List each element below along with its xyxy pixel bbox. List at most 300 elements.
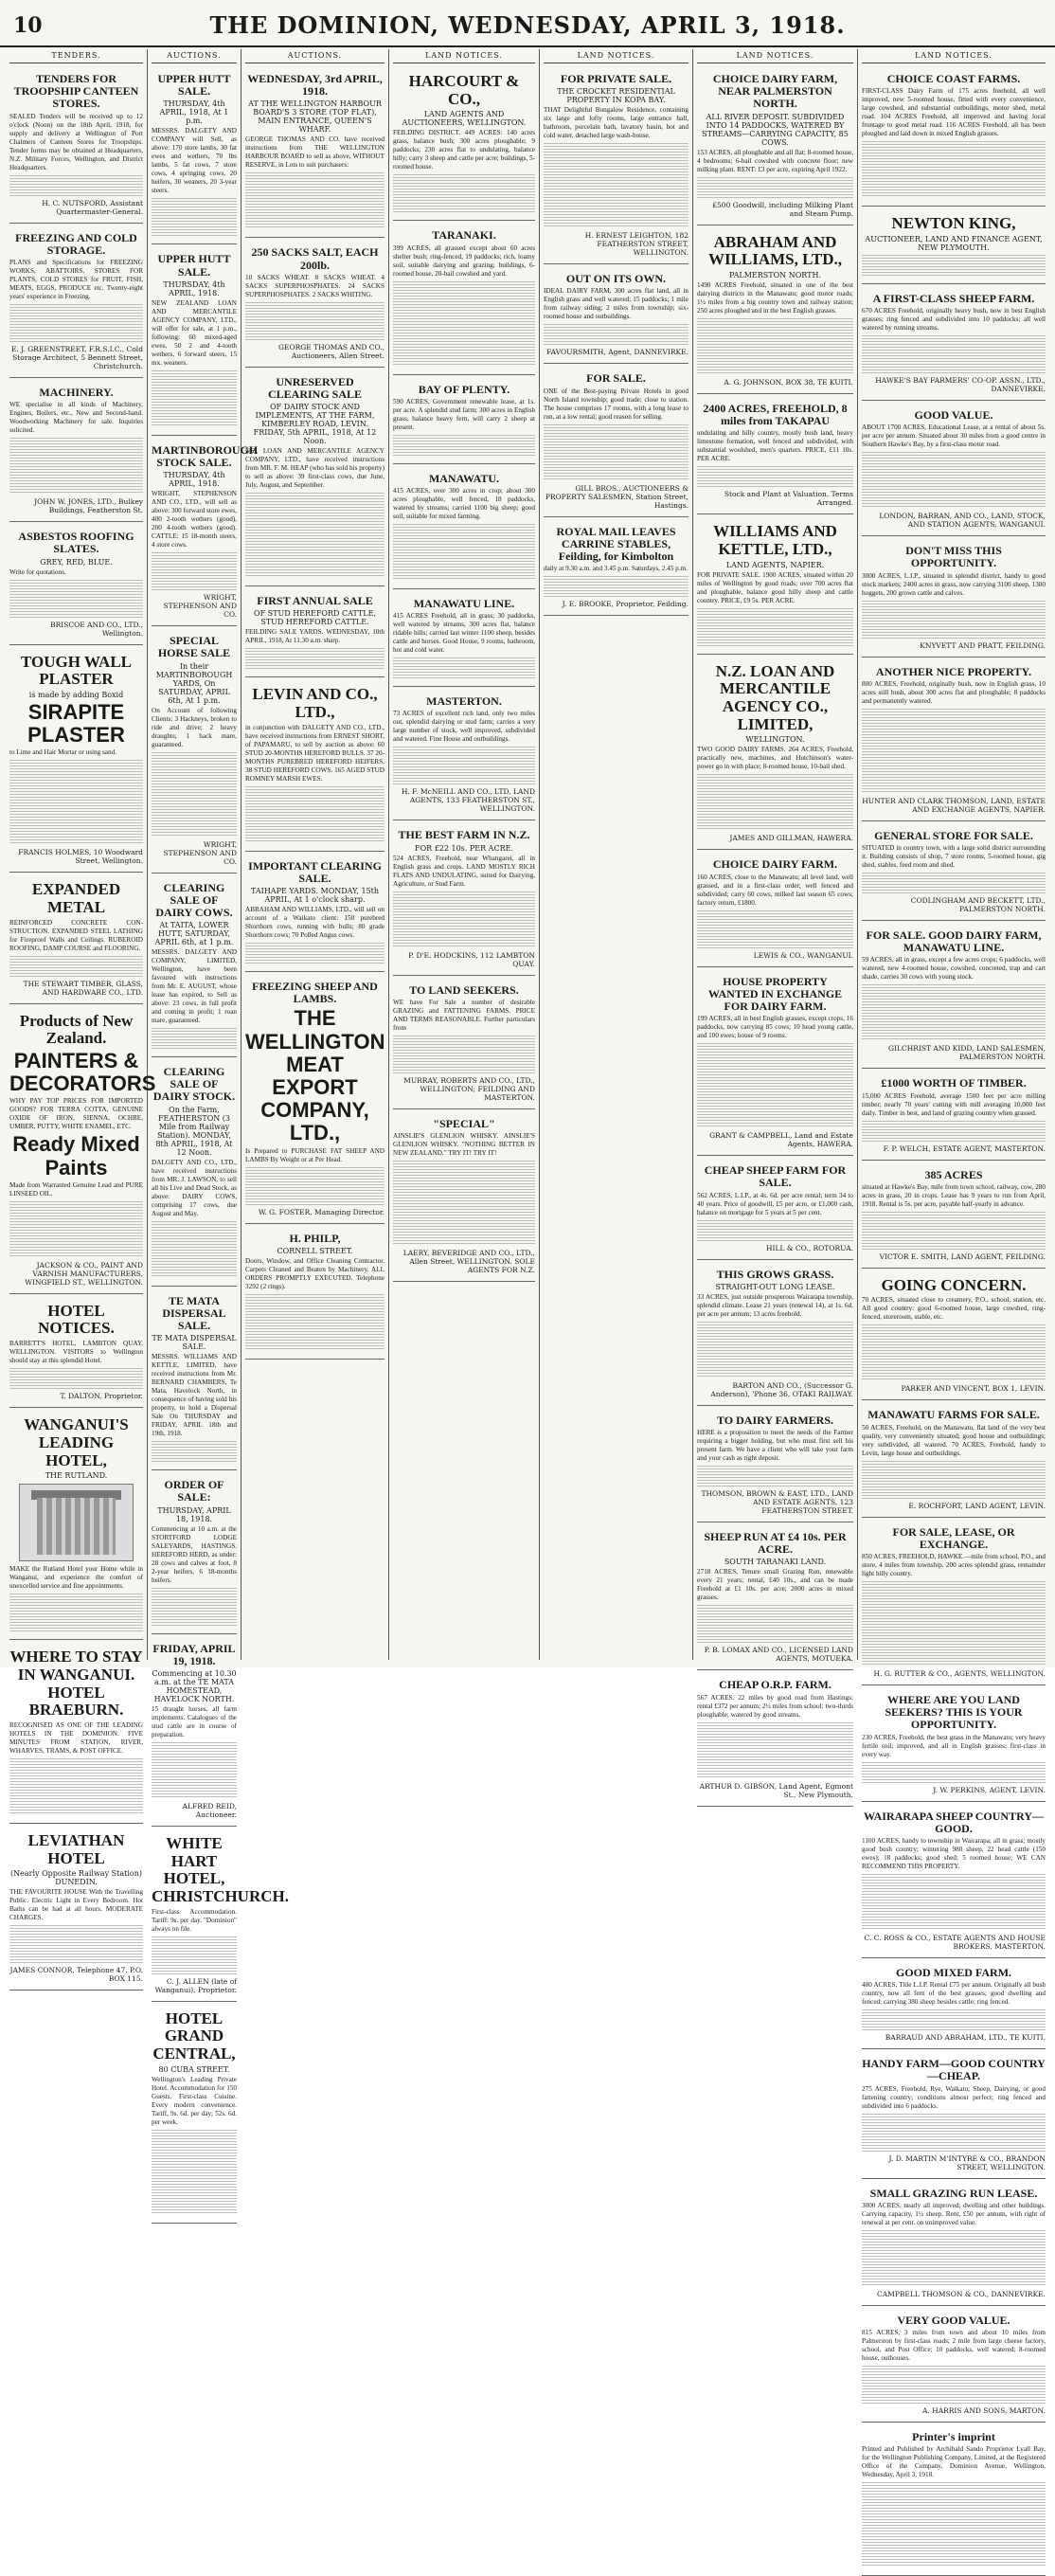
advertisement bbox=[393, 467, 535, 589]
ad-title: ABRAHAM AND WILLIAMS, LTD., bbox=[707, 232, 843, 269]
small-print-lines bbox=[152, 552, 237, 590]
advertisement bbox=[862, 67, 1046, 207]
small-print-lines bbox=[862, 709, 1046, 794]
ad-title: SMALL GRAZING RUN LEASE. bbox=[869, 2186, 1038, 2200]
ad-subtitle: THE CROCKET RESIDENTIAL PROPERTY IN KOPA BAY. bbox=[557, 87, 675, 105]
column-heading: TENDERS. bbox=[9, 49, 143, 63]
small-print-lines bbox=[152, 198, 237, 236]
advertisement bbox=[152, 629, 237, 873]
column-6 bbox=[693, 49, 858, 1799]
ad-title: ANOTHER NICE PROPERTY. bbox=[875, 664, 1032, 678]
small-print-lines bbox=[697, 1466, 853, 1486]
ad-title: OUT ON ITS OWN. bbox=[565, 272, 667, 286]
ad-title: H. PHILP, bbox=[289, 1231, 341, 1245]
ad-body-text: Is Prepared to PURCHASE FAT SHEEP AND LAMBS By Weight or at Per Head. bbox=[245, 1146, 384, 1163]
small-print-lines bbox=[862, 1762, 1046, 1783]
ad-title: FOR SALE. GOOD DAIRY FARM, MANAWATU LINE. bbox=[866, 928, 1042, 955]
ad-body-text: 567 ACRES, 22 miles by good road from Hastings; rental £372 per annum; 2½ miles from school; two-thirds ploughable; watered by good streams. bbox=[697, 1693, 853, 1719]
ad-title: WHITE HART HOTEL, CHRISTCHURCH. bbox=[152, 1833, 289, 1905]
ad-body-text: 800 ACRES, Freehold, originally bush, now in English grass, 10 acres still bush, about 300 acres flat and ploughable; 8 paddocks and permanently watered. bbox=[862, 679, 1046, 705]
column-7 bbox=[858, 49, 1049, 2479]
small-print-lines bbox=[245, 1167, 384, 1205]
ad-body-text: GEORGE THOMAS AND CO. have received instructions from THE WELLINGTON HARBOUR BOARD to sell as above, WITHOUT RESERVE, in Lots to suit purchasers: bbox=[245, 135, 384, 170]
small-print-lines bbox=[152, 752, 237, 838]
advertisement bbox=[862, 2182, 1046, 2306]
column-heading: LAND NOTICES. bbox=[544, 49, 688, 63]
column-1 bbox=[6, 49, 156, 1984]
advertisement bbox=[697, 970, 853, 1157]
advertisement bbox=[152, 1289, 237, 1471]
ad-title: ORDER OF SALE: bbox=[164, 1478, 224, 1504]
ad-signature: A. G. JOHNSON, BOX 38, TE KUITI. bbox=[724, 377, 853, 387]
small-print-lines bbox=[697, 774, 853, 831]
small-print-lines bbox=[9, 760, 143, 845]
small-print-lines bbox=[245, 493, 384, 578]
ad-title: IMPORTANT CLEARING SALE. bbox=[248, 858, 382, 885]
ad-title: CHOICE COAST FARMS. bbox=[886, 72, 1021, 85]
ad-body-text: 199 ACRES, all in best English grasses, except crops, 16 paddocks, now carrying 85 cows; 10 head young cattle, and 100 ewes; house of 9 rooms. bbox=[697, 1015, 853, 1040]
small-print-lines bbox=[862, 2482, 1046, 2567]
ad-body-text: RECOGNISED AS ONE OF THE LEADING HOTELS IN THE DOMINION. FIVE MINUTES FROM STATION, RIVER, WHARVES, TRAMS, & POST OFFICE. bbox=[9, 1720, 143, 1755]
advertisement bbox=[393, 979, 535, 1109]
ad-subtitle: THURSDAY, 4th APRIL, 1918. bbox=[163, 279, 225, 297]
ad-title: BAY OF PLENTY. bbox=[418, 382, 510, 396]
ad-headline-2: Ready Mixed Paints bbox=[12, 1132, 140, 1180]
ad-signature: H. C. NUTSFORD, Assistant Quartermaster-General. bbox=[42, 198, 143, 216]
ad-body-text: WRIGHT, STEPHENSON AND CO., LTD., will sell as above: 300 forward store ewes, 400 2-tooth wethers (good), 200 4-tooth wethers (good). CATTLE: 15 18-month steers, 4 store cows. bbox=[152, 490, 238, 549]
ad-body-text: 275 ACRES, Freehold, Rye, Waikato; Sheep, Dairying, or good fattening country; conditions almost perfect; ring fenced and subdivided into 6 paddocks. bbox=[862, 2084, 1046, 2110]
ad-title: TOUGH WALL PLASTER bbox=[21, 652, 132, 689]
ad-subtitle: AUCTIONEER, LAND AND FINANCE AGENT, NEW PLYMOUTH. bbox=[865, 234, 1043, 252]
advertisement bbox=[544, 520, 688, 617]
ad-body-text: On Account of following Clients: 3 Hackneys, broken to ride and drive; 2 heavy draughts; 1 hack mare, guaranteed. bbox=[152, 706, 237, 748]
ad-body-text: TWO GOOD DAIRY FARMS. 264 ACRES, Freehold, practically new, machines, and Hutchinson's water-power go in with place; 8-roomed house, 10-bail shed. bbox=[697, 746, 853, 771]
advertisement bbox=[544, 367, 688, 516]
ad-body-text: WHY PAY TOP PRICES FOR IMPORTED GOODS? FOR TERRA COTTA, GENUINE OXIDE OF IRON, SIENNA, OCHRE, UMBER, PUTTY, WHITE ENAMEL, ETC. bbox=[9, 1097, 143, 1131]
ad-signature: GILCHRIST AND KIDD, LAND SALESMEN, PALMERSTON NORTH. bbox=[888, 1044, 1046, 1062]
ad-signature: WRIGHT, STEPHENSON AND CO. bbox=[163, 593, 237, 620]
ad-signature: KNYVETT AND PRATT, FEILDING. bbox=[920, 640, 1046, 650]
ad-title: Products of New Zealand. bbox=[19, 1011, 134, 1048]
ad-body-text: Doors, Window, and Office Cleaning Contractor. Carpets Cleaned and Beaten by Machinery. ALL ORDERS PROMPTLY EXECUTED. Telephone 3292 (2 rings). bbox=[245, 1256, 384, 1290]
advertisement bbox=[245, 589, 384, 677]
advertisement bbox=[697, 1409, 853, 1522]
ad-headline: SIRAPITE PLASTER bbox=[27, 699, 125, 748]
ad-title: 385 ACRES bbox=[924, 1167, 983, 1181]
ad-signature: T. DALTON, Proprietor. bbox=[60, 1392, 143, 1401]
ad-signature: THE STEWART TIMBER, GLASS, AND HARDWARE CO., LTD. bbox=[23, 979, 143, 997]
advertisement bbox=[862, 660, 1046, 821]
small-print-lines bbox=[152, 1742, 237, 1799]
ad-body-text: MESSRS. DALGETY AND COMPANY, LIMITED, Wellington, have been favoured with instructions from Mr. E. AUGUST, whose lease has expired, to Sell as above: 23 cows, in full profit and coming in profit; 1 roan mare, guaranteed. bbox=[152, 948, 237, 1025]
ad-signature: ARTHUR D. GIBSON, Land Agent, Egmont St., New Plymouth. bbox=[699, 1781, 853, 1799]
advertisement bbox=[9, 226, 143, 378]
small-print-lines bbox=[697, 1605, 853, 1643]
ad-body-text: 524 ACRES, Freehold, near Whangarei, all in English grass and crops. LAND MOSTLY RICH FLATS AND UNDULATING, suited for Dairying, Agriculture, or Stud Farm. bbox=[393, 854, 535, 888]
ad-signature: MURRAY, ROBERTS AND CO., LTD., WELLINGTON; FEILDING AND MASTERTON. bbox=[403, 1075, 535, 1102]
small-print-lines bbox=[393, 524, 535, 581]
column-2 bbox=[148, 49, 289, 2126]
small-print-lines bbox=[9, 580, 143, 618]
advertisement bbox=[9, 1643, 143, 1824]
ad-body-text: daily at 9.30 a.m. and 3.45 p.m. Saturdays, 2.45 p.m. bbox=[544, 565, 688, 573]
small-print-lines bbox=[544, 324, 688, 345]
ad-body-text: HERE is a proposition to meet the needs of the Farmer requiring a bigger holding, but who must first sell his present farm. We have a client who will take your farm and your cash as right deposit. bbox=[697, 1428, 853, 1462]
ad-title: TARANAKI. bbox=[432, 228, 496, 243]
ad-signature: E. ROCHFORT, LAND AGENT, LEVIN. bbox=[908, 1501, 1046, 1510]
advertisement bbox=[245, 370, 384, 586]
ad-body-text: DALGETY AND CO., LTD., have received instructions from MR. J. LAWSON, to sell all his Live and Dead Stock, as above: DAIRY COWS, comprising 17 cows, due August and May. bbox=[152, 1158, 237, 1217]
ad-body-text: 590 ACRES, Government renewable lease, at 1s. per acre. A splendid stud farm; 300 acres in English grass, balance heavy fern, will carry 2 sheep at present. bbox=[393, 397, 535, 431]
ad-signature: BRISCOE AND CO., LTD., Wellington. bbox=[50, 620, 143, 638]
ad-signature: F. P. WELCH, ESTATE AGENT, MASTERTON. bbox=[883, 1144, 1046, 1153]
ad-title: DON'T MISS THIS OPPORTUNITY. bbox=[905, 544, 1002, 570]
small-print-lines bbox=[862, 141, 1046, 198]
ad-title: £1000 WORTH OF TIMBER. bbox=[881, 1076, 1027, 1090]
ad-title: SHEEP RUN AT £4 10s. PER ACRE. bbox=[704, 1529, 847, 1557]
advertisement bbox=[697, 853, 853, 966]
ad-title: WANGANUI'S LEADING HOTEL, bbox=[24, 1415, 129, 1469]
ad-signature: A. HARRIS AND SONS, MARTON. bbox=[921, 2405, 1046, 2415]
ad-title: THE BEST FARM IN N.Z. bbox=[398, 828, 530, 842]
ad-signature: CAMPBELL THOMSON & CO., DANNEVIRKE. bbox=[877, 2289, 1046, 2298]
ad-title: CLEARING SALE OF DAIRY COWS. bbox=[155, 880, 233, 919]
column-3 bbox=[241, 49, 389, 1660]
small-print-lines bbox=[697, 608, 853, 646]
ad-body-text: to Lime and Hair Mortar or using sand. bbox=[9, 748, 116, 757]
advertisement bbox=[9, 648, 143, 874]
small-print-lines bbox=[862, 984, 1046, 1041]
ad-body-text: in conjunction with DALGETY AND CO., LTD., have received instructions from ERNEST SHORT, of PAPAMARU, to sell by auction as above: 60 STUD 20-MONTHS HEREFORD BULLS. 37 20-MONTHS PUREBRED HEREFORD HEIFERS. 38 STUD HEREFORD COWS. 165 AGED STUD ROMNEY MARSH EWES. bbox=[245, 723, 384, 783]
ad-body-text: ABRAHAM AND WILLIAMS, LTD., will sell on account of a Waikato client: 150 purebred Shorthorn cows, running with bulls; 80 grade Shorthorn cows; 70 Polled Angus cows. bbox=[245, 906, 384, 940]
advertisement bbox=[9, 875, 143, 1003]
ad-subtitle: THE RUTLAND. bbox=[45, 1471, 108, 1481]
ad-signature: GEORGE THOMAS AND CO., Auctioneers, Allen Street. bbox=[277, 342, 384, 360]
advertisement bbox=[697, 1673, 853, 1806]
advertisement bbox=[9, 67, 143, 224]
ad-title: MACHINERY. bbox=[39, 385, 114, 399]
small-print-lines bbox=[245, 786, 384, 843]
ad-title: GOOD VALUE. bbox=[914, 408, 993, 423]
advertisement bbox=[544, 67, 688, 264]
advertisement bbox=[9, 1827, 143, 1991]
ad-title: MASTERTON. bbox=[426, 694, 502, 709]
ad-signature: HUNTER AND CLARK THOMSON, LAND, ESTATE AND EXCHANGE AGENTS, NAPIER. bbox=[862, 796, 1046, 814]
ad-title: FREEZING SHEEP AND LAMBS. bbox=[252, 980, 378, 1006]
small-print-lines bbox=[862, 1581, 1046, 1666]
small-print-lines bbox=[862, 2114, 1046, 2152]
ad-body-text: BARRETT'S HOTEL, LAMBTON QUAY, WELLINGTON. VISITORS to Wellington should stay at this splendid Hotel. bbox=[9, 1340, 143, 1365]
ad-title: LEVIATHAN HOTEL bbox=[27, 1830, 125, 1867]
small-print-lines bbox=[9, 1925, 143, 1963]
small-print-lines bbox=[393, 892, 535, 948]
advertisement bbox=[697, 397, 853, 514]
ad-title: MANAWATU LINE. bbox=[413, 596, 515, 610]
ad-title: Printer's imprint bbox=[912, 2429, 995, 2443]
ad-body-text: 59 ACRES, all in grass, except a few acres crops; 6 paddocks, well watered, new 4-roomed house, cowshed, concreted, trap and cart shade, carries 30 cows with young stock. bbox=[862, 956, 1046, 982]
advertisement bbox=[9, 1297, 143, 1408]
ad-signature: P. B. LOMAX AND CO., LICENSED LAND AGENTS, MOTUEKA. bbox=[704, 1646, 853, 1664]
ad-title: WILLIAMS AND KETTLE, LTD., bbox=[713, 522, 837, 558]
ad-body-text: 815 ACRES, 3 miles from town and about 10 miles from Palmerston by first-class roads; 2 mile from large cheese factory, school, and Post Office; 10 paddocks, well watered; 8-roomed house, outhouses. bbox=[862, 2328, 1046, 2362]
ad-signature: GRANT & CAMPBELL, Land and Estate Agents, HAWERA. bbox=[709, 1131, 853, 1149]
advertisement bbox=[152, 876, 237, 1058]
ad-title: UPPER HUTT SALE. bbox=[157, 252, 231, 279]
ad-signature: FAVOURSMITH, Agent, DANNEVIRKE. bbox=[546, 348, 688, 357]
ad-subtitle: GREY, RED, BLUE. bbox=[40, 557, 113, 567]
small-print-lines bbox=[697, 318, 853, 375]
small-print-lines bbox=[697, 1220, 853, 1241]
small-print-lines bbox=[544, 143, 688, 228]
ad-body-text: Wellington's Leading Private Hotel. Accommodation for 150 Guests. First-class Cuisine. Every modern convenience. Tariff, 9s. 6d. per day; 52s. 6d. per week. bbox=[152, 2075, 237, 2126]
ad-title: TE MATA DISPERSAL SALE. bbox=[162, 1293, 226, 1332]
ad-body-text: 670 ACRES Freehold, originally heavy bush, now in best English grasses; ring fenced and subdivided into 10 paddocks; all well watered by running streams. bbox=[862, 307, 1046, 333]
ad-title: WAIRARAPA SHEEP COUNTRY—GOOD. bbox=[863, 1809, 1045, 1835]
ad-title: TO DAIRY FARMERS. bbox=[716, 1413, 834, 1427]
advertisement bbox=[862, 1805, 1046, 1958]
ad-body-text: FEILDING DISTRICT. 449 ACRES: 140 acres grass, balance bush; 300 acres ploughable; 9 paddocks; 230 acres flat to undulating, balance hilly; carry 3 sheep and cattle per acre; buildings, 5-roomed house. bbox=[393, 129, 535, 171]
small-print-lines bbox=[697, 1043, 853, 1128]
ad-title: HARCOURT & CO., bbox=[408, 72, 520, 108]
ad-body-text: 415 ACRES, over 300 acres in crop; about 300 acres ploughable, well fenced, 18 paddocks, watered by streams; carried 1100 big sheep; good soil, suitable for mixed farming. bbox=[393, 486, 535, 520]
advertisement bbox=[862, 2052, 1046, 2178]
ad-signature: FRANCIS HOLMES, 10 Woodward Street, Wellington. bbox=[18, 848, 143, 866]
ad-subtitle: CORNELL STREET. bbox=[277, 1246, 353, 1255]
advertisement bbox=[245, 241, 384, 367]
ad-body-text: N.Z. LOAN AND MERCANTILE AGENCY COMPANY, LTD., have received instructions from MR. F. M. HEAP (who has sold his property) to sell as above: 39 first-class cows, due June, July, August, and September. bbox=[245, 447, 384, 490]
small-print-lines bbox=[862, 255, 1046, 276]
ad-title: THIS GROWS GRASS. bbox=[716, 1267, 834, 1281]
column-heading: AUCTIONS. bbox=[245, 49, 384, 63]
small-print-lines bbox=[862, 1121, 1046, 1142]
small-print-lines bbox=[697, 910, 853, 948]
ad-body-text: FOR PRIVATE SALE. 1900 ACRES, situated within 20 miles of Wellington by good roads; over 700 acres flat and ploughable, balance good hilly sheep and cattle country. PRICE, £9 5s. PER ACRE. bbox=[697, 570, 853, 604]
advertisement bbox=[152, 247, 237, 435]
ad-title: UNRESERVED CLEARING SALE bbox=[267, 374, 363, 401]
ad-signature: JACKSON & CO., PAINT AND VARNISH MANUFACTURERS, WINGFIELD ST., WELLINGTON. bbox=[25, 1260, 143, 1287]
ad-signature: Stock and Plant at Valuation. Terms Arranged. bbox=[724, 490, 853, 508]
ad-signature: JAMES CONNOR, Telephone 47. P.O. BOX 115. bbox=[9, 1966, 143, 1984]
advertisement bbox=[697, 658, 853, 851]
advertisement bbox=[697, 1525, 853, 1670]
ad-title: GENERAL STORE FOR SALE. bbox=[874, 828, 1033, 842]
ad-subtitle: ALL RIVER DEPOSIT. SUBDIVIDED INTO 14 PADDOCKS, WATERED BY STREAMS—CARRYING CAPACITY, 85 COWS. bbox=[702, 112, 849, 147]
ad-title: EXPANDED METAL bbox=[31, 880, 121, 916]
small-print-lines bbox=[393, 1036, 535, 1073]
ad-body-text: 850 ACRES, FREEHOLD, HAWKE.—mile from school, P.O., and store, 4 miles from township. 200 acres splendid grass, remainder light hilly country. bbox=[862, 1553, 1046, 1577]
ad-subtitle: At TAITA, LOWER HUTT, SATURDAY, APRIL 6th, at 1 p.m. bbox=[154, 921, 234, 947]
ad-body-text: NEW ZEALAND LOAN AND MERCANTILE AGENCY COMPANY, LTD., will offer for sale, at 1 p.m., following: 60 mixed-aged ewes, 50 2 and 4-tooth wethers, 6 forward steers, 15 mx. weaners. bbox=[152, 298, 237, 367]
ad-body-text: THAT Delightful Bungalow Residence, containing six large and lofty rooms, large entrance hall, bathroom, porcelain bath, lavatory basin, hot and cold water, detached large wash-house. bbox=[544, 106, 688, 140]
ad-title: CLEARING SALE OF DAIRY STOCK. bbox=[152, 1065, 236, 1104]
ad-body-text: 160 ACRES, close to the Manawatu; all level land, well grassed, and in a first-class order; well fenced and subdivided; carry 60 cows, milked last season 65 cows; factory return, £1800. bbox=[697, 873, 853, 907]
small-print-lines bbox=[152, 1441, 237, 1462]
small-print-lines bbox=[393, 174, 535, 212]
ad-headline: THE WELLINGTON MEAT EXPORT COMPANY, LTD., bbox=[245, 1006, 385, 1145]
small-print-lines bbox=[152, 1221, 237, 1278]
ad-body-text: 15,000 ACRES Freehold, average 1500 feet per acre milling timber; nearly 70 years' cutting with mill averaging 10,000 feet daily. Timber in best, and land of grazing country when grassed. bbox=[862, 1091, 1046, 1117]
ad-subtitle: THURSDAY, 4th APRIL, 1918, At 1 p.m. bbox=[159, 99, 229, 126]
ad-title: SPECIAL HORSE SALE bbox=[157, 634, 231, 660]
ad-body-text: 2718 ACRES, Tenure small Grazing Run, renewable every 21 years; rental, £40 10s., and can be made Freehold at £1 10s. per acre; 2000 acres in mixed grasses. bbox=[697, 1568, 853, 1602]
advertisement bbox=[9, 1007, 156, 1294]
small-print-lines bbox=[152, 1028, 237, 1049]
ad-signature: LEWIS & CO., WANGANUI. bbox=[753, 950, 853, 960]
ad-body-text: 1490 ACRES Freehold, situated in one of the best dairying districts in the Manawatu; good motor roads; 1½ miles from a big country town and railway station; 250 acres ploughed and in the best English grasses. bbox=[697, 280, 853, 315]
ad-title: HANDY FARM—GOOD COUNTRY—CHEAP. bbox=[862, 2057, 1046, 2083]
small-print-lines bbox=[862, 2009, 1046, 2030]
ad-title: CHEAP O.R.P. FARM. bbox=[719, 1678, 831, 1692]
ad-signature: THOMSON, BROWN & EAST, LTD., LAND AND ESTATE AGENTS, 123 FEATHERSTON STREET. bbox=[701, 1488, 853, 1515]
advertisement bbox=[245, 680, 384, 851]
small-print-lines bbox=[245, 1294, 384, 1351]
advertisement bbox=[152, 2005, 237, 2224]
ad-title: ROYAL MAIL LEAVES CARRINE STABLES, Feilding, for Kimbolton bbox=[556, 524, 676, 563]
ad-subtitle: (Nearly Opposite Railway Station) DUNEDIN. bbox=[10, 1869, 142, 1887]
small-print-lines bbox=[862, 2230, 1046, 2287]
small-print-lines bbox=[862, 601, 1046, 639]
ad-body-text: SITUATED in country town, with a large solid district surrounding it. Building consists of shop, 7 store rooms, 5-roomed house, gig shed, stables, feed room and shed. bbox=[862, 844, 1046, 869]
advertisement bbox=[393, 378, 535, 464]
column-area bbox=[6, 49, 1049, 2479]
ad-body-text: Write for quotations. bbox=[9, 567, 66, 576]
ad-title: FOR SALE, LEASE, OR EXCHANGE. bbox=[892, 1524, 1015, 1551]
column-heading: LAND NOTICES. bbox=[862, 49, 1046, 63]
ad-body-text: 1100 ACRES, handy to township in Wairarapa; all in grass; mostly good bush country; wintering 980 sheep, 22 head cattle (150 ewes); 18 paddocks; good shed; 5 roomed house; WE CAN RECOMMEND THIS PROPERTY. bbox=[862, 1836, 1046, 1870]
ad-title: FRIDAY, APRIL 19, 1918. bbox=[152, 1641, 236, 1667]
advertisement bbox=[393, 1112, 535, 1282]
advertisement bbox=[862, 1521, 1046, 1685]
small-print-lines bbox=[152, 370, 237, 427]
advertisement bbox=[152, 1060, 237, 1287]
advertisement bbox=[152, 1637, 237, 1827]
ad-body-text: 480 ACRES, Title L.I.P. Rental £75 per annum. Originally all bush country, now all fern of the best grasses; good dwelling and fenced; carrying 380 sheep besides cattle; ring fenced. bbox=[862, 1981, 1046, 2007]
ad-body-text: 399 ACRES, all grassed except about 60 acres shelter bush; ring-fenced, 19 paddocks; rich, loamy soil, suitable dairying and grazing; buildings, 6-roomed house, 20-bail cowshed and yard. bbox=[393, 243, 535, 278]
advertisement bbox=[393, 67, 535, 221]
ad-signature: W. G. FOSTER, Managing Director. bbox=[258, 1207, 384, 1216]
ad-subtitle: WELLINGTON. bbox=[745, 735, 805, 745]
small-print-lines bbox=[862, 1874, 1046, 1931]
small-print-lines bbox=[9, 956, 143, 977]
ad-title: HOTEL NOTICES. bbox=[38, 1301, 115, 1338]
ad-title: LEVIN AND CO., LTD., bbox=[252, 685, 378, 721]
small-print-lines bbox=[9, 1201, 143, 1258]
ad-title: CHEAP SHEEP FARM FOR SALE. bbox=[704, 1163, 847, 1190]
ad-signature: HAWKE'S BAY FARMERS' CO-OP. ASSN., LTD., DANNEVIRKE. bbox=[875, 376, 1046, 394]
ad-body-text: Printed and Published by Archibald Sando Proprietor Lyall Bay, for the Wellington Publishing Company, Limited, at the Registered Office of the Company, Dominion Avenue, Wellington, Wednesday, April 3, 1918. bbox=[862, 2445, 1046, 2479]
advertisement bbox=[862, 1961, 1046, 2049]
ad-subtitle: TE MATA DISPERSAL SALE. bbox=[152, 1334, 237, 1352]
ad-title: MARTINBOROUGH STOCK SALE. bbox=[152, 442, 259, 469]
ad-signature: P. D'E. HODCKINS, 112 LAMBTON QUAY. bbox=[408, 950, 535, 968]
ad-title: MANAWATU FARMS FOR SALE. bbox=[867, 1408, 1040, 1422]
ad-body-text-2: Made from Warranted Genuine Lead and PURE LINSEED OIL. bbox=[9, 1180, 143, 1198]
advertisement bbox=[152, 1829, 289, 2002]
advertisement bbox=[9, 525, 143, 644]
ad-body-text: 50 ACRES, Freehold, on the Manawatu, flat land of the very best quality, very conveniently situated; good house and outbuildings; very subdivided, all watered. 70 ACRES, Freehold, handy to Levin, large house and outbuildings. bbox=[862, 1423, 1046, 1457]
ad-subtitle: Commencing at 10.30 a.m. at the TE MATA HOMESTEAD, HAVELOCK NORTH. bbox=[152, 1668, 237, 1703]
ad-title: WHERE ARE YOU LAND SEEKERS? THIS IS YOUR OPPORTUNITY. bbox=[885, 1693, 1023, 1732]
advertisement bbox=[245, 975, 384, 1224]
advertisement bbox=[245, 67, 384, 238]
ad-subtitle: PALMERSTON NORTH. bbox=[728, 270, 821, 279]
small-print-lines bbox=[393, 658, 535, 678]
small-print-lines bbox=[393, 747, 535, 784]
advertisement bbox=[862, 2309, 1046, 2423]
small-print-lines bbox=[245, 172, 384, 229]
ad-signature: C. C. ROSS & CO., ESTATE AGENTS AND HOUSE BROKERS, MASTERTON. bbox=[864, 1933, 1046, 1951]
ad-body-text: PLANS and Specifications for FREEZING WORKS, ABATTOIRS, STORES FOR PLANTS, COLD STORES for FRUIT, FISH, MEATS, EGGS, PRODUCE etc. Twenty-eight years' experience in Freezing. bbox=[9, 258, 143, 300]
ad-signature: HILL & CO., ROTORUA. bbox=[766, 1243, 853, 1252]
ad-body-text: MESSRS. DALGETY AND COMPANY will Sell, as above: 170 store lambs, 30 fat ewes and wethers, 70 lbs lambs, 5 fat cows, 7 store cows, 4 springing cows, 20 heifers, 30 weaners, 20 3-year steers. bbox=[152, 127, 237, 195]
small-print-lines bbox=[862, 335, 1046, 373]
ad-body-text: situated at Hawke's Bay, mile from town school, railway, cow, 280 acres in grass, 20 in crops. Lease has 9 years to run from April, 1918. Rental is 5s. per acre, payable half-yearly in advance. bbox=[862, 1182, 1046, 1208]
ad-signature: H. F. McNEILL AND CO., LTD, LAND AGENTS, 133 FEATHERSTON ST., WELLINGTON. bbox=[401, 787, 535, 814]
ad-title: HOTEL GRAND CENTRAL, bbox=[152, 2009, 236, 2063]
advertisement bbox=[544, 267, 688, 364]
ad-body-text: 153 ACRES, all ploughable and all flat; 8-roomed house, 4 bedrooms; 6-bail cowshed with concrete floor; new milking plant. RENT: £3 per acre, expiring April 1922. bbox=[697, 148, 853, 173]
small-print-lines bbox=[862, 1212, 1046, 1250]
ad-subtitle: OF STUD HEREFORD CATTLE, STUD HEREFORD CATTLE. bbox=[254, 609, 376, 627]
ad-title: FOR PRIVATE SALE. bbox=[560, 72, 672, 85]
small-print-lines bbox=[862, 873, 1046, 893]
column-5 bbox=[540, 49, 693, 1660]
ad-headline: PAINTERS & DECORATORS bbox=[9, 1049, 156, 1096]
advertisement bbox=[245, 1227, 384, 1360]
ad-body-text: 70 ACRES, situated close to creamery, P.O., school, station, etc. All good country: good 6-roomed house, large cowshed, ring-fenced, storeroom, stable, etc. bbox=[862, 1296, 1046, 1322]
advertisement bbox=[862, 209, 1046, 284]
ad-subtitle: STRAIGHT-OUT LONG LEASE. bbox=[715, 1282, 835, 1291]
advertisement bbox=[697, 1263, 853, 1406]
ad-body-text: 562 ACRES, L.I.P., at 4s. 6d. per acre rental; term 34 to 40 years. Price of goodwill, £5 per acre, or £1,000 cash, balance on mortgage for 5 years at 5 per cent. bbox=[697, 1191, 853, 1216]
ad-body-text: AINSLIE'S GLENLION WHISKY. AINSLIE'S GLENLION WHISKY. "NOTHING BETTER IN NEW ZEALAND." TRY IT! TRY IT! bbox=[393, 1131, 535, 1157]
advertisement bbox=[393, 592, 535, 687]
advertisement bbox=[862, 1403, 1046, 1517]
advertisement bbox=[862, 2425, 1046, 2576]
advertisement bbox=[9, 1411, 143, 1640]
ad-body-text: 3000 ACRES, nearly all improved; dwelling and other buildings. Carrying capacity, 1½ sheep. Rent, £50 per annum, with right of renewal at per cent. on unimproved value. bbox=[862, 2201, 1046, 2226]
ad-title: 2400 ACRES, FREEHOLD, 8 miles from TAKAPAU bbox=[703, 401, 848, 428]
small-print-lines bbox=[862, 1461, 1046, 1499]
small-print-lines bbox=[393, 281, 535, 367]
ad-title: FREEZING AND COLD STORAGE. bbox=[15, 230, 137, 257]
small-print-lines bbox=[697, 1322, 853, 1378]
ad-body-text: 10 SACKS WHEAT. 8 SACKS WHEAT. 4 SACKS SUPERPHOSPHATES. 24 SACKS SUPERPHOSPHATES. 2 SACKS WHITING. bbox=[245, 273, 384, 298]
masthead bbox=[0, 0, 1055, 47]
ad-signature: J. W. PERKINS, AGENT, LEVIN. bbox=[933, 1785, 1046, 1794]
ad-title: WHERE TO STAY IN WANGANUI. HOTEL BRAEBURN. bbox=[9, 1648, 143, 1720]
ad-signature: BARRAUD AND ABRAHAM, LTD., TE KUITI. bbox=[885, 2033, 1046, 2043]
ad-body-text: IDEAL DAIRY FARM, 300 acres flat land, all in English grass and well watered; 15 paddocks; 1 mile from railway siding; 2 miles from township; six-roomed house and outbuildings. bbox=[544, 287, 688, 321]
ad-body-text: undulating and hilly country, mostly bush land, heavy limestone formation, well fenced and subdivided, with substantial woolshed, men's quarters. PRICE, £11 10s. PER ACRE. bbox=[697, 429, 853, 463]
small-print-lines bbox=[9, 175, 143, 196]
advertisement bbox=[862, 1163, 1046, 1269]
ad-body-text: WE have For Sale a number of desirable GRAZING and FATTENING FARMS. PRICE AND TERMS REASONABLE. Further particulars from bbox=[393, 998, 535, 1032]
ad-body-text: FIRST-CLASS Dairy Farm of 175 acres freehold, all well improved, new 5-roomed house, fitted with every convenience, large cowshed, and substantial outbuildings, motor shed, metal road. 104 ACRES Freehold, all improved and having local frontage to good metal road. 116 ACRES Freehold, all has been ploughed and laid down in mixed English grasses. bbox=[862, 87, 1046, 138]
advertisement bbox=[697, 517, 853, 654]
ad-body-text: SEALED Tenders will be received up to 12 o'clock (Noon) on the 18th April, 1918, for supply and delivery at Wellington of Port Chalmers of Canteen Stores for Troopships. Tender forms may be obtained at Headquarters, N.Z. Military Forces, Wellington, and District Headquarters. bbox=[9, 112, 143, 171]
ad-body-text: 33 ACRES, just outside prosperous Wairarapa township, splendid climate. Lease 21 years (renewal 14), at 1s. 6d. per acre per annum; 13 acres freehold. bbox=[697, 1292, 853, 1318]
advertisement bbox=[697, 1159, 853, 1259]
ad-signature: LONDON, BARRAN, AND CO., LAND, STOCK, AND STATION AGENTS, WANGANUI. bbox=[879, 512, 1046, 530]
ad-signature: ALFRED REID, Auctioneer. bbox=[182, 1801, 237, 1819]
ad-signature: PARKER AND VINCENT, BOX 1, LEVIN. bbox=[901, 1384, 1046, 1394]
small-print-lines bbox=[544, 576, 688, 597]
ad-body-text: 73 ACRES of excellent rich land, only two miles out, splendid dairying or stud farm; carries a very large number of stock, well improved, subdivided and watered. Fine House and outbuildings. bbox=[393, 710, 535, 744]
ad-title: GOOD MIXED FARM. bbox=[895, 1965, 1012, 1979]
advertisement bbox=[862, 539, 1046, 657]
ad-signature: JOHN W. JONES, LTD., Bulkey Buildings, Featherston St. bbox=[34, 497, 143, 515]
